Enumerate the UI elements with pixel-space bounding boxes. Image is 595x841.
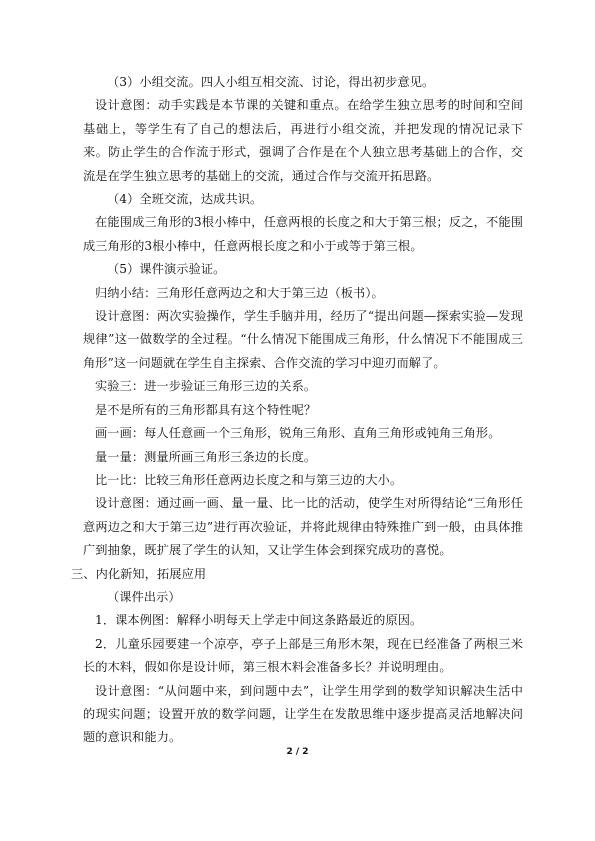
paragraph-question: 是不是所有的三角形都具有这个特性呢？ (95, 402, 317, 417)
paragraph-design-intent-1: 设计意图：动手实践是本节课的关键和重点。在给学生独立思考的时间和空间基础上，等学生有了自己的想法后，再进行小组交流，并把发现的情况记录下来。防止学生的合作流于形式，强调了合作是在个人独立思考基础上的合作，交流是在学生独立思考的基础上的交流，通过合作与交流开拓思路。 (83, 98, 523, 183)
paragraph-draw: 画一画：每人任意画一个三角形，锐角三角形、直角三角形或钝角三角形。 (95, 426, 501, 441)
paragraph-conclusion: 在能围成三角形的3根小棒中，任意两根的长度之和大于第三根；反之，不能围成三角形的3根小棒中，任意两根长度之和小于或等于第三根。 (83, 215, 523, 253)
paragraph-summary: 归纳小结：三角形任意两边之和大于第三边（板书）。 (95, 285, 384, 300)
paragraph-design-intent-3: 设计意图：通过画一画、量一量、比一比的活动，使学生对所得结论“三角形任意两边之和大于第三边”进行再次验证，并将此规律由特殊推广到一般，由具体推广到抽象，既扩展了学生的认知，又让学生体会到探究成功的喜悦。 (83, 496, 523, 558)
paragraph-class-exchange: （4）全班交流，达成共识。 (107, 192, 263, 207)
paragraph-exercise-2: 2．儿童乐园要建一个凉亭，亭子上部是三角形木架，现在已经准备了两根三米长的木料，假如你是设计师，第三根木料会准备多长？并说明理由。 (83, 636, 523, 675)
section-heading-application: 三、内化新知，拓展应用 (71, 566, 207, 581)
paragraph-courseware-demo: （5）课件演示验证。 (107, 262, 226, 277)
paragraph-design-intent-2: 设计意图：两次实验操作，学生手脑并用，经历了“提出问题—探索实验—发现规律”这一做数学的全过程。“什么情况下能围成三角形，什么情况下不能围成三角形”这一问题就在学生自主探索、合作交流的学习中迎刃而解了。 (83, 309, 523, 370)
paragraph-compare: 比一比：比较三角形任意两边长度之和与第三边的大小。 (95, 472, 403, 487)
paragraph-exercise-1: 1．课本例图：解释小明每天上学走中间这条路最近的原因。 (95, 613, 423, 628)
paragraph-experiment-three: 实验三：进一步验证三角形三边的关系。 (95, 379, 317, 394)
paragraph-measure: 量一量：测量所画三角形三条边的长度。 (95, 449, 317, 464)
paragraph-courseware-show: （课件出示） (107, 589, 181, 604)
paragraph-group-exchange: （3）小组交流。四人小组互相交流、讨论，得出初步意见。 (107, 75, 435, 89)
page-number: 2 / 2 (286, 747, 309, 757)
document-body (71, 71, 523, 750)
paragraph-design-intent-4: 设计意图：“从问题中来，到问题中去”，让学生用学到的数学知识解决生活中的现实问题；设置开放的数学问题，让学生在发散思维中逐步提高灵活地解决问题的意识和能力。 (83, 683, 523, 745)
